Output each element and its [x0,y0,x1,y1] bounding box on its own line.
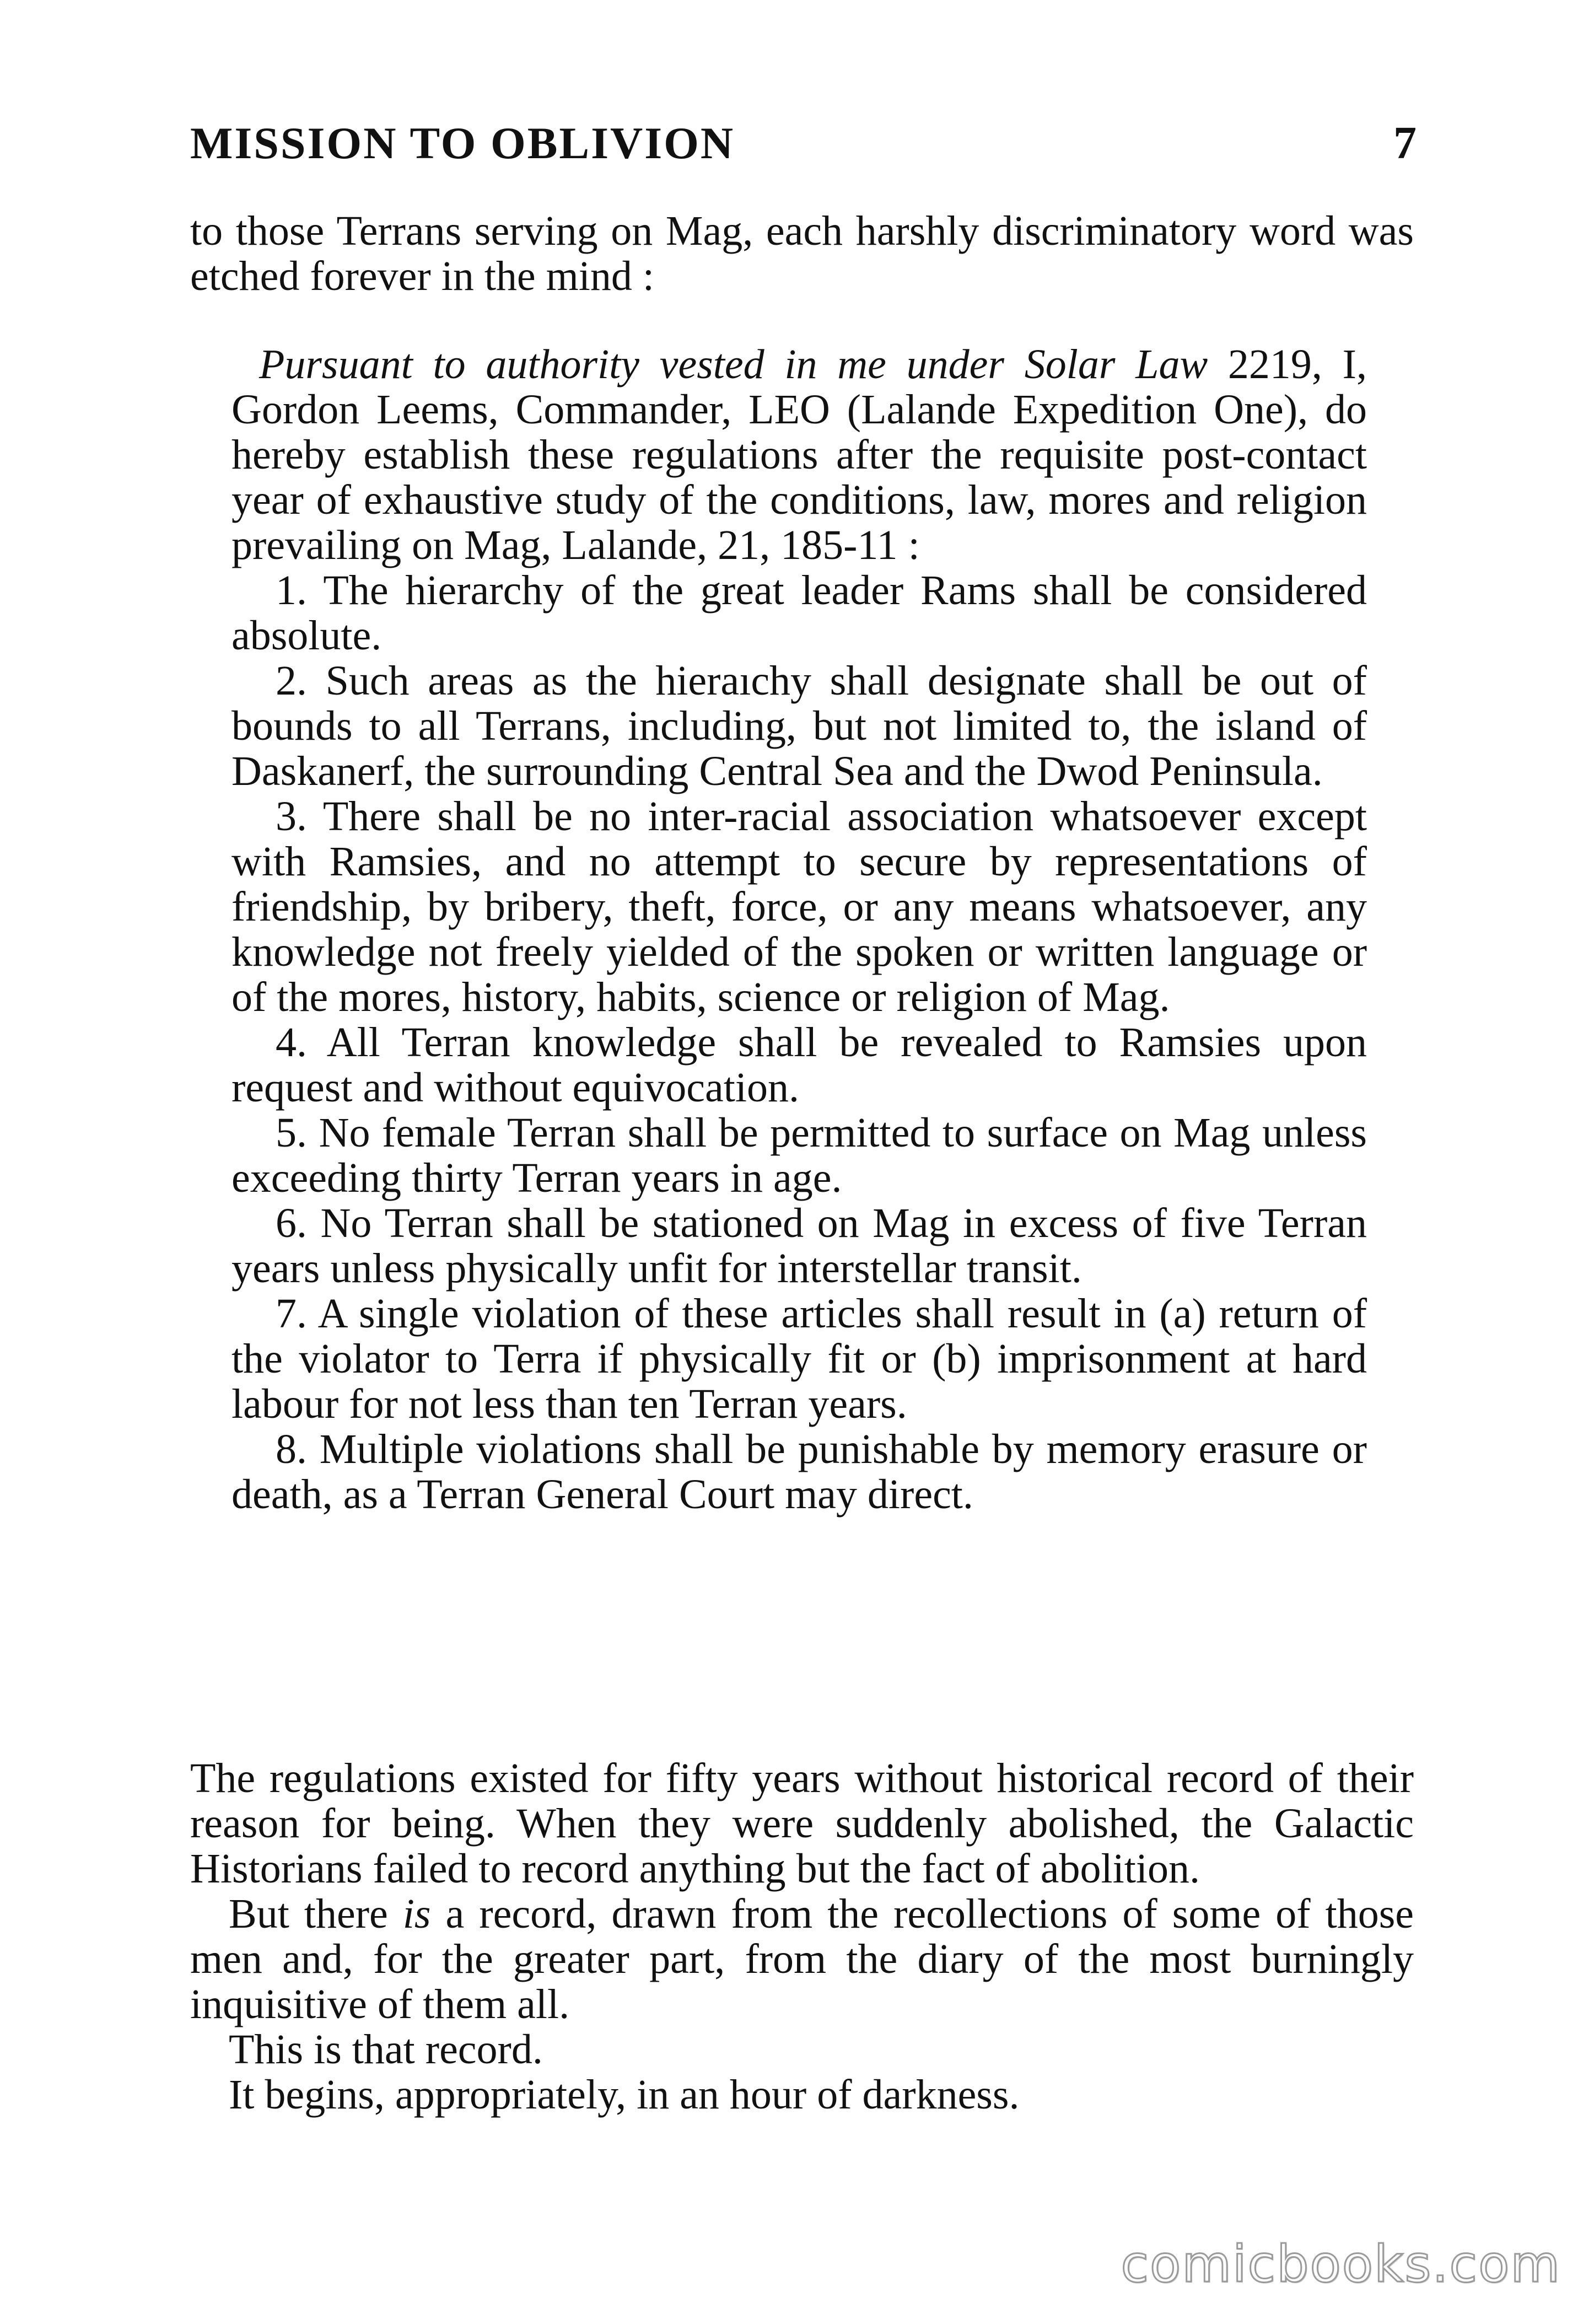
closing-paragraph-2-end: a record, drawn from the recollections of some of those men and, for the greater part, from the diary of the most burningly inquisitive of them all. [190,1891,1414,2027]
page-number: 7 [1393,117,1417,169]
regulation-item-1: 1. The hierarchy of the great leader Rams shall be considered absolute. [231,567,1367,659]
running-head: MISSION TO OBLIVION [190,118,735,168]
regulations-block [231,342,1367,1517]
preamble-italic-text: Pursuant to authority vested in me under Solar Law [259,341,1208,388]
regulation-item-4: 4. All Terran knowledge shall be revealed to Ramsies upon request and without equivocation. [231,1019,1367,1111]
regulation-item-6: 6. No Terran shall be stationed on Mag in excess of five Terran years unless physically unfit for interstellar transit. [231,1200,1367,1292]
regulation-item-5: 5. No female Terran shall be permitted to surface on Mag unless exceeding thirty Terran years in age. [231,1110,1367,1201]
intro-paragraph-block [190,208,1414,299]
regulation-item-8: 8. Multiple violations shall be punishable by memory erasure or death, as a Terran General Court may direct. [231,1426,1367,1518]
closing-paragraph-1: The regulations existed for fifty years without historical record of their reason for being. When they were suddenly abolished, the Galactic Historians failed to record anything but the fact of abolition. [190,1755,1414,1892]
intro-paragraph: to those Terrans serving on Mag, each harshly discriminatory word was etched forever in the mind : [190,208,1414,299]
site-watermark: comicbooks.com [1121,2235,1561,2294]
regulation-item-3: 3. There shall be no inter-racial association whatsoever except with Ramsies, and no attempt to secure by representations of friendship, by bribery, theft, force, or any means whatsoever, any knowledge not freely yielded of the spoken or written language or of the mores, history, habits, science or religion of Mag. [231,793,1367,1020]
closing-paragraph-3: This is that record. [229,2026,543,2073]
closing-block [190,1756,1414,2117]
preamble-text: 2219, I, Gordon Leems, Commander, LEO (Lalande Expedition One), do hereby establish these regulations after the requisite post-contact year of exhaustive study of the conditions, law, mores and religion prevailing on Mag, Lalande, 21, 185-11 : [231,341,1367,568]
regulations-preamble [231,342,1367,568]
regulation-item-2: 2. Such areas as the hieraıchy shall designate shall be out of bounds to all Terrans, including, but not limited to, the island of Daskanerf, the surrounding Central Sea and the Dwod Peninsula. [231,658,1367,794]
regulation-item-7: 7. A single violation of these articles shall result in (a) return of the violator to Terra if physically fit or (b) imprisonment at hard labour for not less than ten Terran years. [231,1290,1367,1427]
closing-paragraph-2-start: But there [229,1891,403,1937]
page-header [190,113,1417,174]
closing-paragraph-2-italic: is [402,1891,431,1937]
closing-paragraph-4: It begins, appropriately, in an hour of darkness. [229,2072,1020,2118]
closing-paragraph-2 [190,1891,1414,2027]
